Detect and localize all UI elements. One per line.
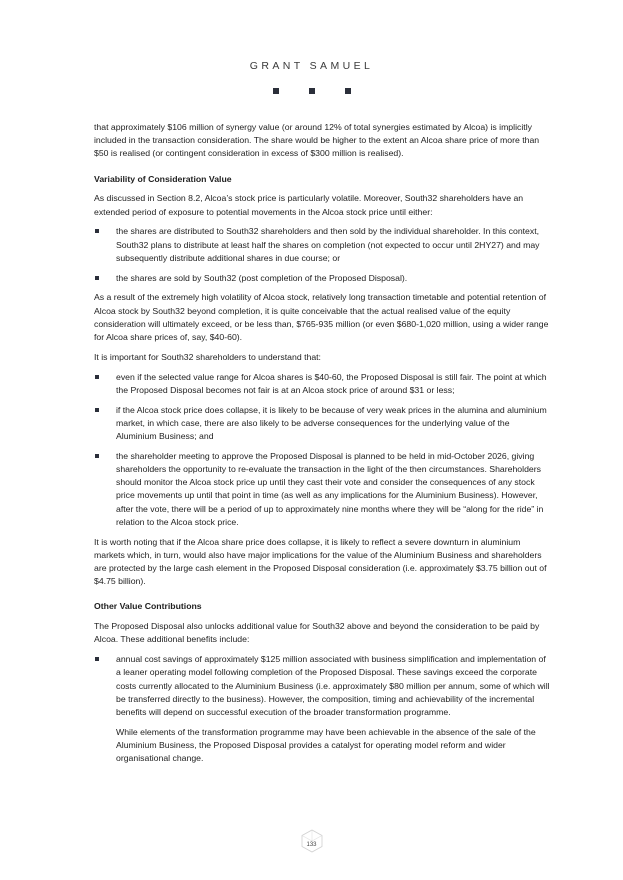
bullet-item bbox=[94, 225, 552, 265]
paragraph: It is important for South32 shareholders to understand that: bbox=[94, 351, 321, 362]
paragraph: As a result of the extremely high volatility of Alcoa stock, relatively long transaction timetable and potential retention of Alcoa stock by South32 beyond completion, it is quite conceivable that the actual realised value of the equity consideration will ultimately exceed, or be less than, $765-935 million (or even $680-1,020 million, using a wider range for Alcoa share prices of, say, $40-60). bbox=[94, 292, 549, 343]
section-heading-other-value: Other Value Contributions bbox=[94, 601, 202, 612]
page-number: 133 bbox=[306, 842, 317, 848]
paragraph: As discussed in Section 8.2, Alcoa’s stock price is particularly volatile. Moreover, South32 shareholders have an extended period of exposure to potential movements in the Alcoa stock price until either: bbox=[94, 193, 524, 217]
section-heading-variability: Variability of Consideration Value bbox=[94, 173, 232, 184]
bullet-text: even if the selected value range for Alcoa shares is $40-60, the Proposed Disposal is still fair. The point at which the Proposed Disposal becomes not fair is at an Alcoa stock price of around $31 or less; bbox=[116, 371, 547, 395]
bullet-continuation: While elements of the transformation programme may have been achievable in the absence of the sale of the Aluminium Business, the Proposed Disposal provides a catalyst for operating model reform and wider organisational change. bbox=[116, 726, 536, 764]
page-body bbox=[94, 121, 552, 772]
bullet-item bbox=[94, 450, 552, 529]
bullet-text: if the Alcoa stock price does collapse, it is likely to be because of very weak prices in the alumina and aluminium market, in which case, there are also likely to be adverse consequences for the underlying value of the Aluminium Business; and bbox=[116, 404, 547, 442]
grant-samuel-logo: GRANT SAMUEL bbox=[249, 60, 374, 72]
bullet-item bbox=[94, 371, 552, 397]
logo-square-icon bbox=[273, 88, 279, 94]
bullet-item bbox=[94, 272, 552, 285]
bullet-text: the shareholder meeting to approve the Proposed Disposal is planned to be held in mid-October 2026, giving shareholders the opportunity to re-evaluate the transaction in the light of the then circumstances. Shareholders should monitor the Alcoa stock price up until they cast their vote and consider the consequences of any stock price movements up until that point in time (as well as any implications for the Aluminium Business). However, after the vote, there will be a period of up to approximately nine months where they will be “along for the ride” in relation to the Alcoa stock price. bbox=[116, 450, 544, 527]
logo-square-icon bbox=[345, 88, 351, 94]
logo-squares bbox=[0, 88, 623, 94]
logo-square-icon bbox=[309, 88, 315, 94]
bullet-item bbox=[94, 404, 552, 444]
bullet-item bbox=[94, 653, 552, 765]
paragraph: It is worth noting that if the Alcoa share price does collapse, it is likely to reflect a severe downturn in aluminium markets which, in turn, would also have major implications for the value of the Aluminium Business and shareholders are protected by the large cash element in the Proposed Disposal consideration (i.e. approximately $3.75 billion out of $4.75 billion). bbox=[94, 536, 547, 587]
page-hexagon-icon bbox=[301, 829, 323, 853]
bullet-text: annual cost savings of approximately $125 million associated with business simplification and implementation of a leaner operating model following completion of the Proposed Disposal. These savings exceed the corporate costs currently allocated to the Aluminium Business (i.e. approximately $80 million per annum, some of which will be transferred directly to the business). However, the composition, timing and achievability of the incremental benefits will depend on successful execution of the broader transformation programme. bbox=[116, 654, 550, 718]
paragraph: The Proposed Disposal also unlocks additional value for South32 above and beyond the consideration to be paid by Alcoa. These additional benefits include: bbox=[94, 621, 540, 645]
bullet-text: the shares are distributed to South32 shareholders and then sold by the individual shareholder. In this context, South32 plans to distribute at least half the shares on completion (not expected to occur until 2HY27) and may subsequently distribute additional shares in due course; or bbox=[116, 226, 540, 263]
bullet-text: the shares are sold by South32 (post completion of the Proposed Disposal). bbox=[116, 272, 408, 283]
intro-paragraph: that approximately $106 million of synergy value (or around 12% of total synergies estimated by Alcoa) is implicitly included in the transaction consideration. The share would be higher to the extent an Alcoa share price of more than $50 is realised (or contingent consideration in excess of $300 million is realised). bbox=[94, 122, 540, 159]
